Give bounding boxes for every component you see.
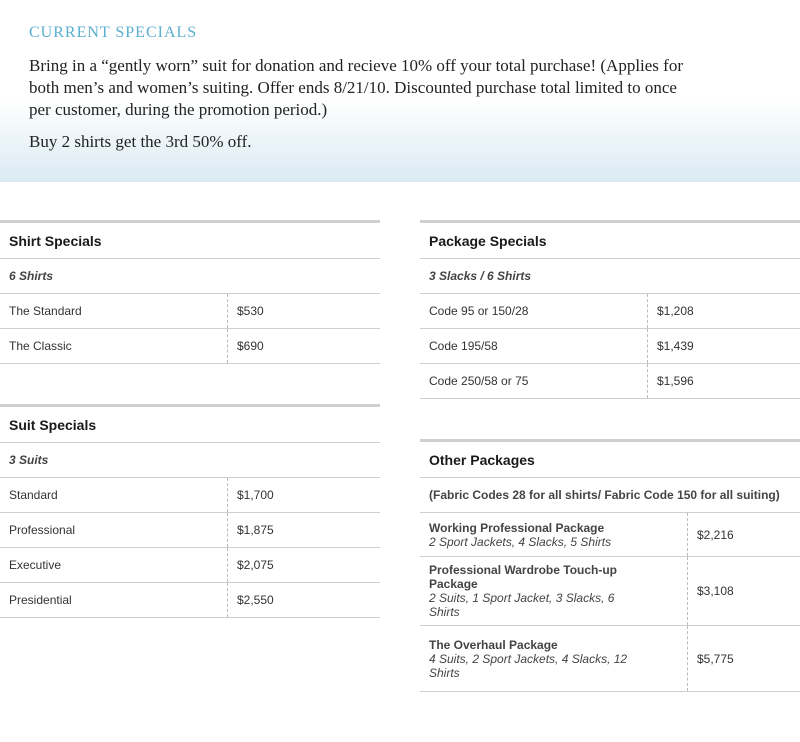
table-row — [420, 364, 800, 399]
suit-specials-table — [0, 404, 380, 618]
row-name: Executive — [0, 548, 228, 582]
row-price: $690 — [237, 339, 264, 353]
row-name: Professional — [0, 513, 228, 547]
table-row — [0, 294, 380, 329]
table-row — [0, 583, 380, 618]
row-name — [420, 513, 688, 556]
row-price: $1,700 — [237, 488, 274, 502]
row-price: $2,550 — [237, 593, 274, 607]
row-name: The Standard — [0, 294, 228, 328]
package-description: 2 Suits, 1 Sport Jacket, 3 Slacks, 6 Shirts — [429, 591, 615, 619]
row-name: Presidential — [0, 583, 228, 617]
table-title: Package Specials — [420, 220, 800, 259]
table-row — [420, 294, 800, 329]
row-name: Code 250/58 or 75 — [420, 364, 648, 398]
table-subtitle: 6 Shirts — [0, 259, 380, 294]
package-description: 2 Sport Jackets, 4 Slacks, 5 Shirts — [429, 534, 612, 549]
banner-title: CURRENT SPECIALS — [29, 24, 198, 41]
row-price: $1,596 — [657, 374, 694, 388]
row-price: $2,216 — [697, 527, 734, 542]
row-price: $2,075 — [237, 558, 274, 572]
other-packages-table — [420, 439, 800, 692]
table-row — [420, 626, 800, 692]
package-specials-table — [420, 220, 800, 399]
package-name: Professional Wardrobe Touch-up Package — [429, 563, 618, 591]
table-title: Suit Specials — [0, 404, 380, 443]
row-price: $1,439 — [657, 339, 694, 353]
row-price: $1,875 — [237, 523, 274, 537]
table-row — [0, 548, 380, 583]
table-title: Shirt Specials — [0, 220, 380, 259]
table-row — [420, 513, 800, 557]
package-description: 4 Suits, 2 Sport Jackets, 4 Slacks, 12 Shirts — [429, 651, 628, 680]
row-price: $3,108 — [697, 584, 734, 598]
row-name: The Classic — [0, 329, 228, 363]
table-row — [420, 557, 800, 626]
row-name: Standard — [0, 478, 228, 512]
table-title: Other Packages — [420, 439, 800, 478]
row-name — [420, 626, 688, 691]
table-subtitle: 3 Slacks / 6 Shirts — [420, 259, 800, 294]
banner-shirt-offer: Buy 2 shirts get the 3rd 50% off. — [29, 132, 252, 151]
table-row — [0, 329, 380, 364]
row-price: $5,775 — [697, 651, 734, 666]
table-subtitle: (Fabric Codes 28 for all shirts/ Fabric Code 150 for all suiting) — [420, 478, 800, 513]
package-name: The Overhaul Package — [429, 637, 558, 652]
package-name: Working Professional Package — [429, 520, 605, 535]
row-name: Code 195/58 — [420, 329, 648, 363]
row-price: $1,208 — [657, 304, 694, 318]
row-name: Code 95 or 150/28 — [420, 294, 648, 328]
table-subtitle: 3 Suits — [0, 443, 380, 478]
table-row — [0, 513, 380, 548]
specials-banner — [0, 0, 800, 182]
shirt-specials-table — [0, 220, 380, 364]
table-row — [0, 478, 380, 513]
row-price: $530 — [237, 304, 264, 318]
row-name — [420, 557, 688, 625]
banner-offer-text: Bring in a “gently worn” suit for donation and recieve 10% off your total purchase! (Applies for both men’s and women’s suiting. Offer ends 8/21/10. Discounted purchase total limited to once per customer, during the promotion period.) — [29, 56, 683, 119]
table-row — [420, 329, 800, 364]
